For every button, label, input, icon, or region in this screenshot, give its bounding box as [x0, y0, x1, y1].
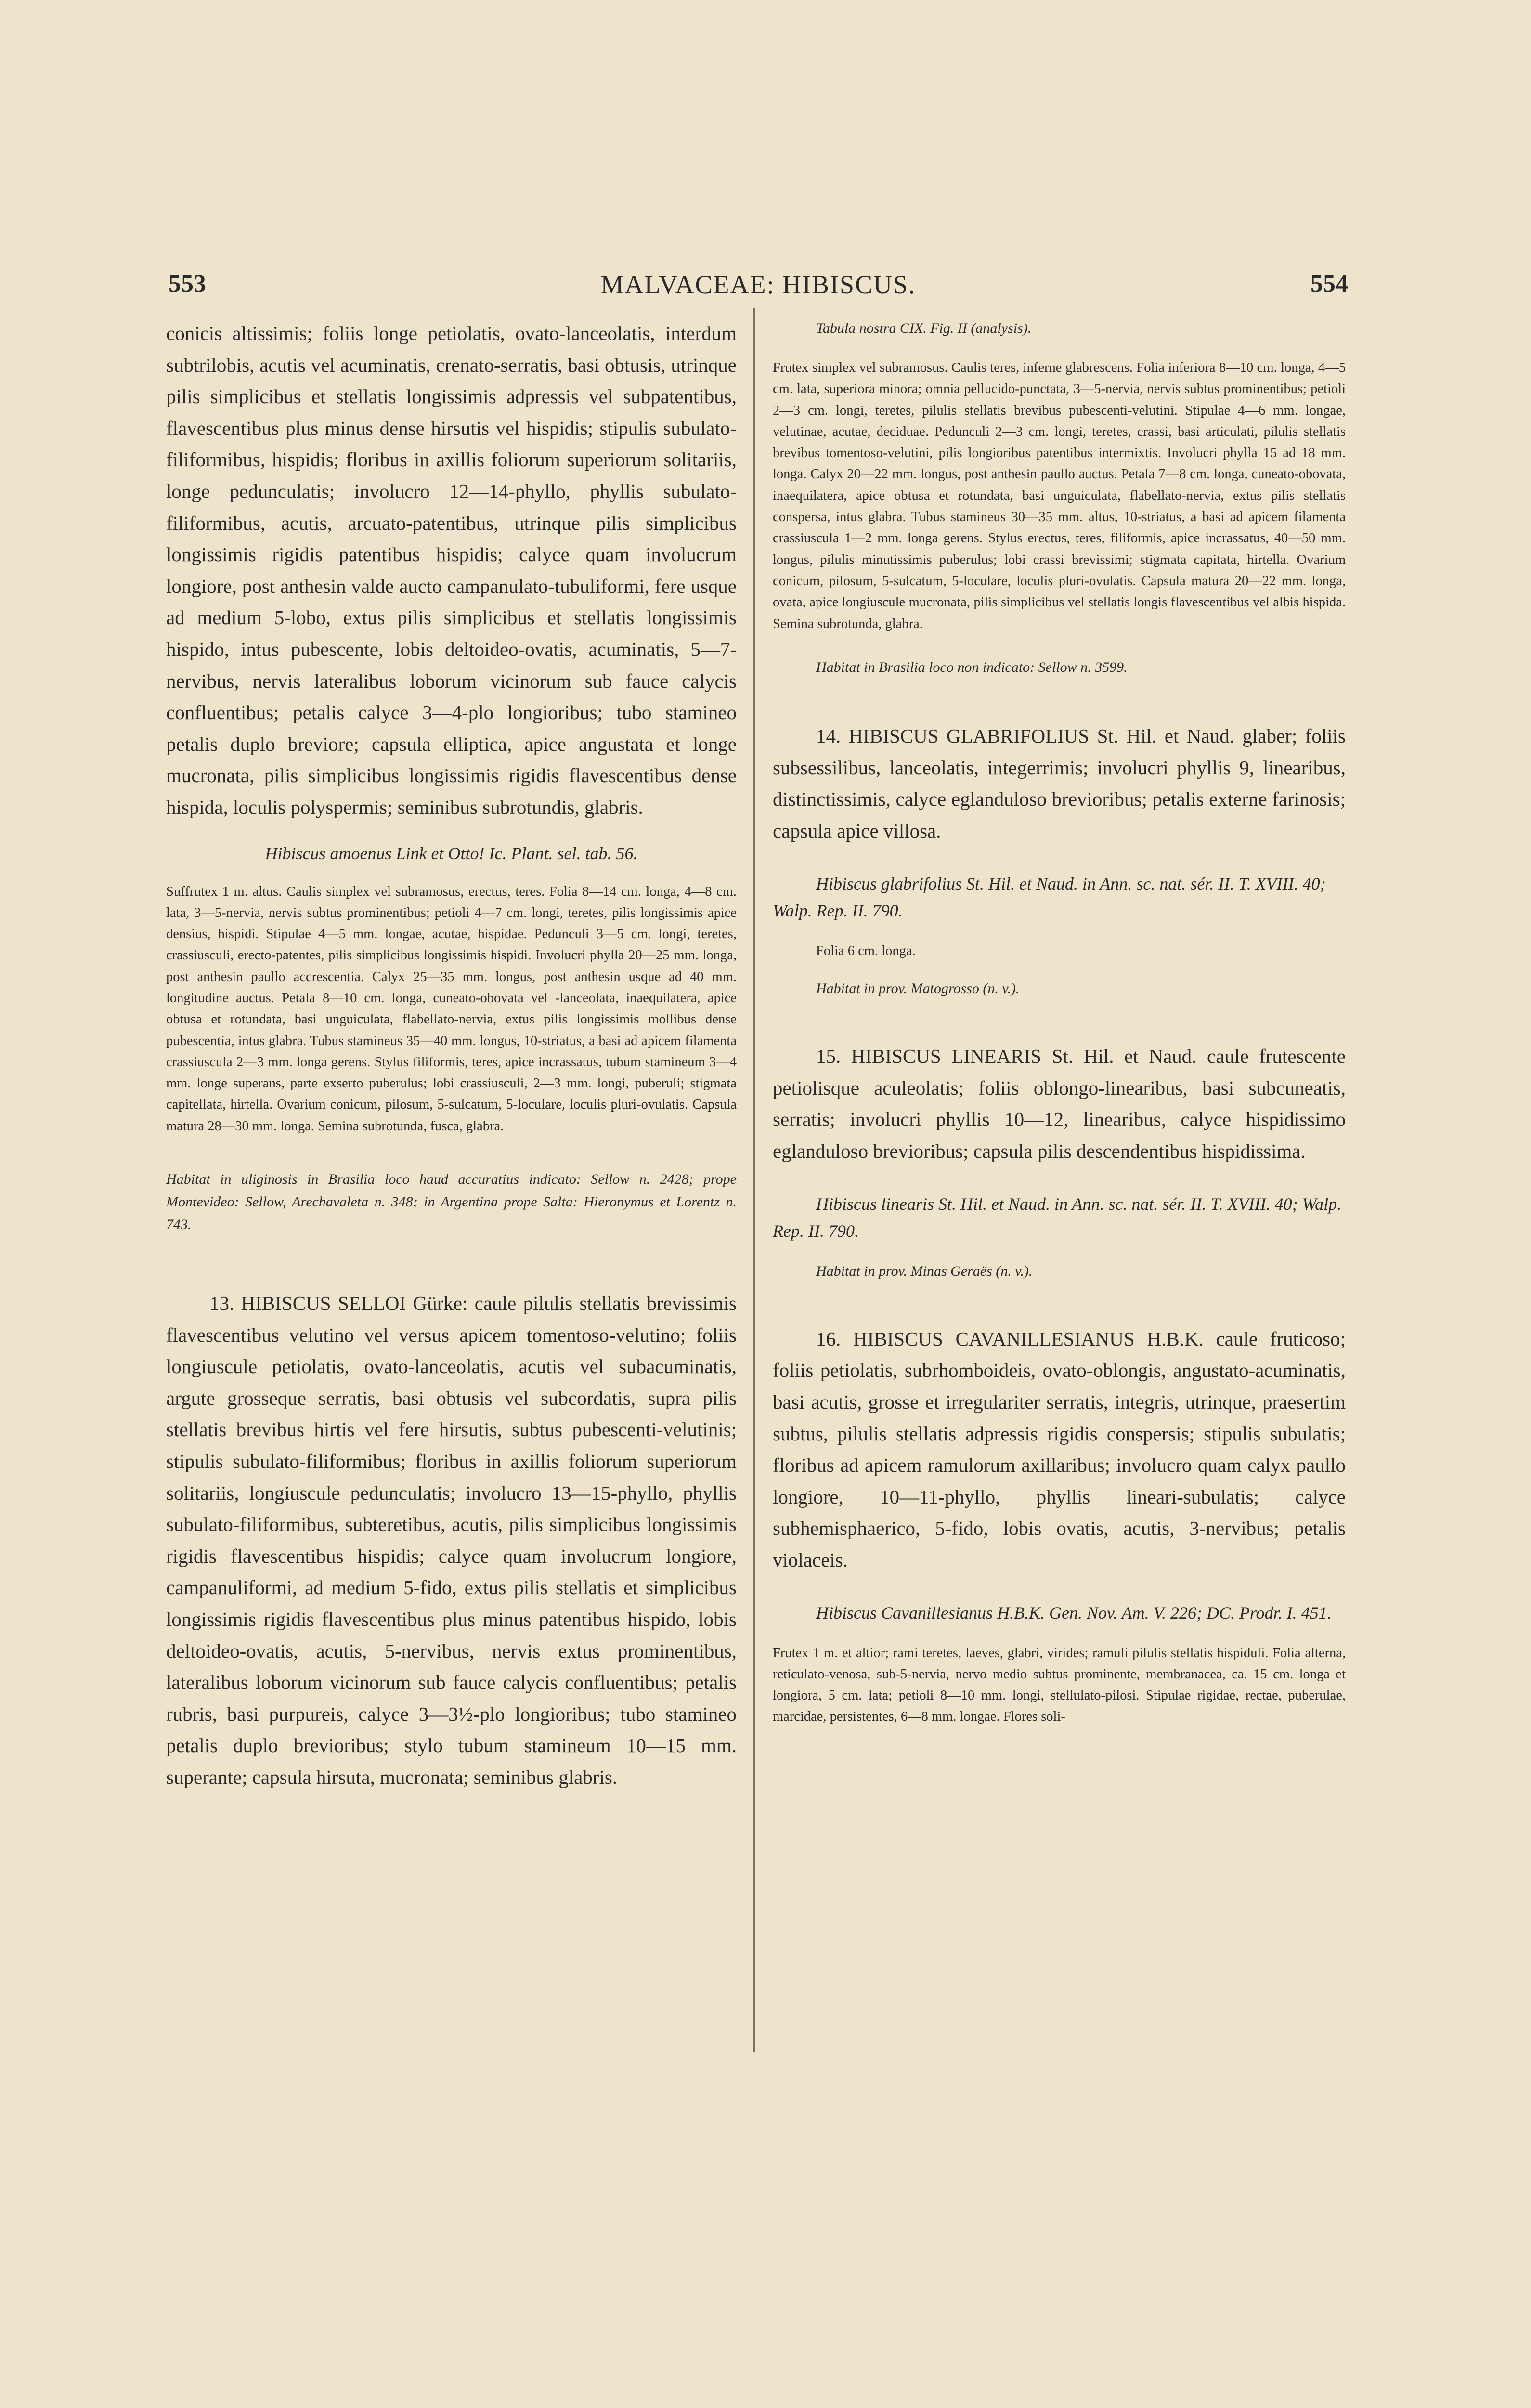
running-title: MALVACEAE: HIBISCUS. — [600, 270, 916, 299]
column-divider — [753, 308, 755, 2052]
page-number-left: 553 — [169, 270, 206, 298]
tabula-reference: Tabula nostra CIX. Fig. II (analysis). — [816, 320, 1032, 336]
citation-hibiscus-amoenus: Hibiscus amoenus Link et Otto! Ic. Plant. sel. tab. 56. — [265, 843, 638, 863]
species-12-continued: conicis altissimis; foliis longe petiolatis, ovato-lanceolatis, interdum subtrilobis, acutis vel acuminatis, crenato-serratis, basi obtusis, utrinque pilis simplicibus et stellatis longissimis adpressis vel subpatentibus, flavescentibus plus minus dense hirsutis vel hispidis; stipulis subulato-filiformibus, hispidis; floribus in axillis foliorum superiorum solitariis, longe pedunculatis; involucro 12—14-phyllo, phyllis subulato-filiformibus, acutis, arcuato-patentibus, utrinque pilis simplicibus longissimis rigidis patentibus hispidis; calyce quam involucrum longiore, post anthesin valde aucto campanulato-tubuliformi, fere usque ad medium 5-lobo, extus pilis simplicibus et stellatis longissimis hispido, intus pubescente, lobis deltoideo-ovatis, acuminatis, 5—7-nervibus, nervis lateralibus loborum vicinorum sub fauce calycis confluentibus; petalis calyce 3—4-plo longioribus; tubo stamineo petalis duplo breviore; capsula elliptica, apice angustata et longe mucronata, pilis simplicibus longissimis rigidis flavescentibus dense hispida, loculis polyspermis; seminibus subrotundis, glabris. — [166, 322, 737, 818]
description-hibiscus-selloi: Frutex simplex vel subramosus. Caulis teres, inferne glabrescens. Folia inferiora 8—10 cm. longa, 4—5 cm. lata, superiora minora; omnia pellucido-punctata, 3—5-nervia, nervis subtus prominentibus; petioli 2—3 cm. longi, teretes, pilulis stellatis brevibus pubescenti-velutini. Stipulae 4—6 mm. longae, velutinae, acutae, deciduae. Pedunculi 2—3 cm. longi, teretes, crassi, basi articulati, pilulis stellatis brevibus tomentoso-velutini, pilis longioribus patentibus intermixtis. Involucri phylla 15 ad 18 mm. longa. Calyx 20—22 mm. longus, post anthesin paullo auctus. Petala 7—8 cm. longa, cuneato-obovata, inaequilatera, apice obtusa et rotundata, basi unguiculata, flabellato-nervia, extus pilis stellatis conspersa, intus glabra. Tubus stamineus 30—35 mm. altus, 10-striatus, a basi ad apicem filamenta crassiuscula 1—2 mm. longa gerens. Stylus erectus, teres, filiformis, apice incrassatus, 40—50 mm. longus, pilulis minutissimis puberulus; lobi crassi brevissimi; stigmata capitata, hirtella. Ovarium conicum, pilosum, 5-sulcatum, 5-loculare, loculis pluri-ovulatis. Capsula matura 20—22 mm. longa, ovata, apice longiuscule mucronata, pilis simplicibus vel stellatis longis flavescentibus vel albis hispida. Semina subrotunda, glabra. — [773, 360, 1346, 631]
citation-hibiscus-linearis: Hibiscus linearis St. Hil. et Naud. in Ann. sc. nat. sér. II. T. XVIII. 40; Walp. Rep. II. 790. — [773, 1194, 1342, 1241]
left-column — [166, 318, 737, 1793]
species-15-hibiscus-linearis: 15. HIBISCUS LINEARIS St. Hil. et Naud. caule frutescente petiolisque aculeolatis; foliis oblongo-linearibus, basi subcuneatis, serratis; involucri phyllis 10—12, linearibus, calyce hispidissimo eglanduloso brevioribus; capsula pilis descendentibus hispidissima. — [773, 1045, 1346, 1162]
habitat-hibiscus-linearis: Habitat in prov. Minas Geraës (n. v.). — [816, 1263, 1033, 1279]
right-column — [773, 318, 1346, 1728]
species-14-hibiscus-glabrifolius: 14. HIBISCUS GLABRIFOLIUS St. Hil. et Naud. glaber; foliis subsessilibus, lanceolatis, integerrimis; involucri phyllis 9, linearibus, distinctissimis, calyce eglanduloso brevioribus; petalis externe farinosis; capsula apice villosa. — [773, 725, 1346, 842]
citation-hibiscus-glabrifolius: Hibiscus glabrifolius St. Hil. et Naud. in Ann. sc. nat. sér. II. T. XVIII. 40; Walp. Rep. II. 790. — [773, 874, 1326, 920]
description-hibiscus-cavanillesianus: Frutex 1 m. et altior; rami teretes, laeves, glabri, virides; ramuli pilulis stellatis hispiduli. Folia alterna, reticulato-venosa, sub-5-nervia, nervo medio subtus prominente, membranacea, ca. 15 cm. longa et longiora, 5 cm. lata; petioli 8—10 mm. longi, stellulato-pilosi. Stipulae rigidae, rectae, puberulae, marcidae, persistentes, 6—8 mm. longae. Flores soli- — [773, 1645, 1346, 1725]
habitat-hibiscus-amoenus: Habitat in uliginosis in Brasilia loco haud accuratius indicato: Sellow n. 2428; prope Montevideo: Sellow, Arechavaleta n. 348; in Argentina prope Salta: Hieronymus et Lorentz n. 743. — [166, 1171, 737, 1233]
habitat-hibiscus-selloi: Habitat in Brasilia loco non indicato: Sellow n. 3599. — [816, 659, 1128, 675]
habitat-hibiscus-glabrifolius: Habitat in prov. Matogrosso (n. v.). — [816, 980, 1020, 996]
species-16-hibiscus-cavanillesianus: 16. HIBISCUS CAVANILLESIANUS H.B.K. caule fruticoso; foliis petiolatis, subrhomboideis, ovato-oblongis, angustato-acuminatis, basi acutis, grosse et irregulariter serratis, integris, utrinque, praesertim subtus, pilulis stellatis adpressis rigidis conspersis; stipulis subulatis; floribus ad apicem ramulorum axillaribus; involucro quam calyx paullo longiore, 10—11-phyllo, phyllis lineari-subulatis; calyce subhemisphaerico, 5-fido, lobis ovatis, acutis, 3-nervibus; petalis violaceis. — [773, 1327, 1346, 1571]
species-13-hibiscus-selloi: 13. HIBISCUS SELLOI Gürke: caule pilulis stellatis brevissimis flavescentibus velutino vel versus apicem tomentoso-velutino; foliis longiuscule petiolatis, ovato-lanceolatis, acutis vel subacuminatis, argute grosseque serratis, basi obtusis vel subcordatis, supra pilis stellatis brevibus hirtis vel fere hirsutis, subtus pubescenti-velutinis; stipulis subulato-filiformibus; floribus in axillis foliorum superiorum solitariis, longiuscule pedunculatis; involucro 13—15-phyllo, phyllis subulato-filiformibus, subteretibus, acutis, pilis simplicibus longissimis rigidis flavescentibus hispidis; calyce quam involucrum longiore, campanuliformi, ad medium 5-fido, extus pilis stellatis et simplicibus longissimis rigidis flavescentibus plus minus patentibus hispido, lobis deltoideo-ovatis, acutis, 5-nervibus, nervis extus prominentibus, lateralibus loborum vicinorum sub fauce calycis confluentibus; petalis rubris, basi purpureis, calyce 3—3½-plo longioribus; tubo stamineo petalis duplo brevioribus; stylo tubum stamineum 10—15 mm. superante; capsula hirsuta, mucronata; seminibus glabris. — [166, 1292, 737, 1788]
page-number-right: 554 — [1310, 270, 1348, 298]
page-header — [169, 270, 1348, 303]
description-hibiscus-amoenus: Suffrutex 1 m. altus. Caulis simplex vel subramosus, erectus, teres. Folia 8—14 cm. longa, 4—8 cm. lata, 3—5-nervia, nervis subtus prominentibus; petioli 4—7 cm. longi, teretes, pilis longissimis apice densius, hispidi. Stipulae 4—5 mm. longae, acutae, hispidae. Pedunculi 3—5 cm. longi, teretes, crassiusculi, erecto-patentes, pilis simplicibus longissimis hispidi. Involucri phylla 20—25 mm. longa, post anthesin paullo accrescentia. Calyx 25—35 mm. longus, post anthesin usque ad 40 mm. longitudine auctus. Petala 8—10 cm. longa, cuneato-obovata vel -lanceolata, inaequilatera, apice obtusa et rotundata, basi unguiculata, flabellato-nervia, extus pilis longissimis mollibus dense pubescentia, intus glabra. Tubus stamineus 35—40 mm. longus, 10-striatus, a basi ad apicem filamenta crassiuscula 2—3 mm. longa gerens. Stylus filiformis, teres, apice incrassatus, tubum stamineum 3—4 mm. longe superans, parte exserto puberulus; lobi crassiusculi, 2—3 mm. longi, puberuli; stigmata capitellata, hirtella. Ovarium conicum, pilosum, 5-sulcatum, 5-loculare, loculis pluri-ovulatis. Capsula matura 28—30 mm. longa. Semina subrotunda, fusca, glabra. — [166, 884, 737, 1134]
description-hibiscus-glabrifolius: Folia 6 cm. longa. — [816, 943, 916, 958]
citation-hibiscus-cavanillesianus: Hibiscus Cavanillesianus H.B.K. Gen. Nov. Am. V. 226; DC. Prodr. I. 451. — [816, 1603, 1332, 1623]
